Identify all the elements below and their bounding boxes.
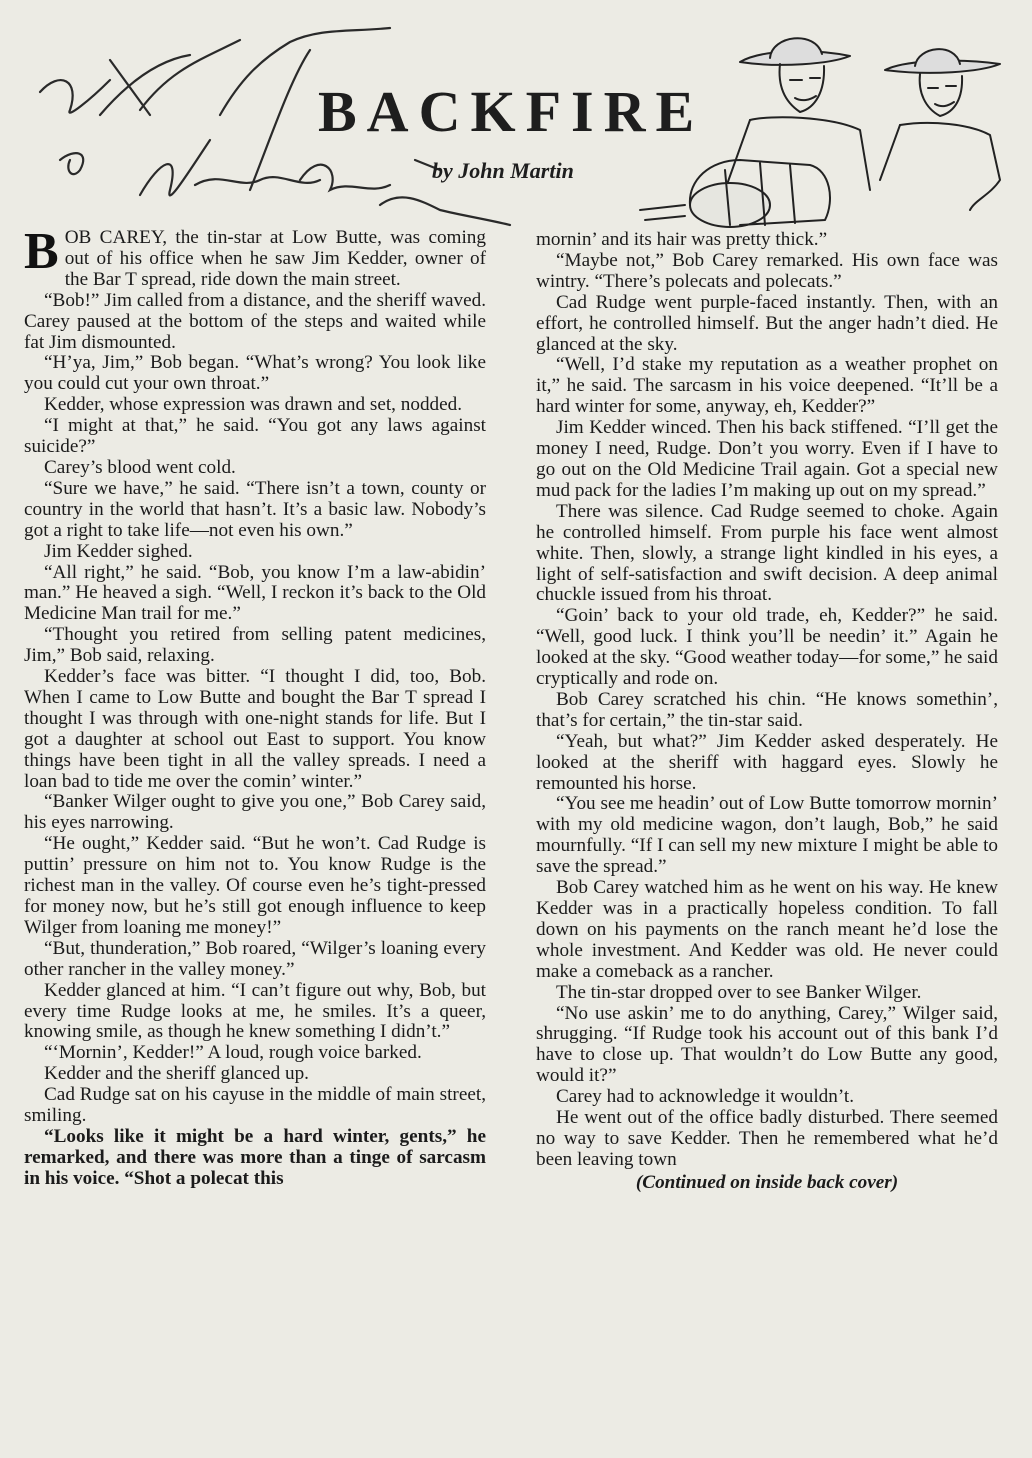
story-paragraph: “I might at that,” he said. “You got any laws against suicide?”: [24, 415, 486, 458]
story-paragraph: Jim Kedder sighed.: [44, 540, 193, 562]
story-paragraph: Bob Carey watched him as he went on his way. He knew Kedder was in a practically hopeless condition. To fall down on his payments on the ranch meant he’d lose the whole investment. And Kedder was old. He never could make a comeback as a rancher.: [536, 877, 998, 982]
story-paragraph: Kedder’s face was bitter. “I thought I did, too, Bob. When I came to Low Butte and bought the Bar T spread I thought I was through with one-night stands for life. But I got a daughter at school out East to support. You know things have been tight in all the valley spreads. I need a loan bad to tide me over the comin’ winter.”: [24, 666, 486, 792]
story-paragraph: Cad Rudge sat on his cayuse in the middle of main street, smiling.: [24, 1084, 486, 1127]
story-paragraph: “Bob!” Jim called from a distance, and the sheriff waved. Carey paused at the bottom of the steps and waited while fat Jim dismounted.: [24, 289, 486, 353]
story-title: BACKFIRE: [318, 79, 705, 144]
story-paragraph: “He ought,” Kedder said. “But he won’t. Cad Rudge is puttin’ pressure on him not to. You know Rudge is the richest man in the valley. Of course even he’s tight-pressed for money now, but he’s still got enough influence to keep Wilger from loaning me money!”: [24, 833, 486, 938]
story-paragraph: mornin’ and its hair was pretty thick.”: [536, 229, 828, 250]
story-paragraph: He went out of the office badly disturbed. There seemed no way to save Kedder. Then he remembered what he’d been leaving town: [536, 1107, 998, 1170]
cowboys-barrel-illustration-icon: [630, 20, 1025, 230]
story-paragraph: Bob Carey scratched his chin. “He knows somethin’, that’s for certain,” the tin-star said.: [536, 688, 998, 731]
story-paragraph: “Well, I’d stake my reputation as a weather prophet on it,” he said. The sarcasm in his voice deepened. “It’ll be a hard winter for some, anyway, eh, Kedder?”: [536, 354, 998, 418]
story-paragraph: Cad Rudge went purple-faced instantly. Then, with an effort, he controlled himself. But the anger hadn’t died. He glanced at the sky.: [536, 291, 998, 355]
story-paragraph: “Goin’ back to your old trade, eh, Kedder?” he said. “Well, good luck. I think you’ll be needin’ it.” Again he looked at the sky. “Good weather today—for some,” he said cryptically and rode on.: [536, 605, 998, 690]
story-paragraph: Kedder, whose expression was drawn and set, nodded.: [44, 394, 463, 416]
story-paragraph: Carey’s blood went cold.: [44, 456, 236, 478]
story-paragraph-bold: “Looks like it might be a hard winter, gents,” he remarked, and there was more than a tinge of sarcasm in his voice. “Shot a polecat this: [24, 1125, 486, 1189]
story-paragraph: Jim Kedder winced. Then his back stiffened. “I’ll get the money I need, Rudge. Don’t you worry. Even if I have to go out on the Old Medicine Trail again. Got a special new mud pack for the ladies I’m making up out on my spread.”: [536, 417, 998, 501]
story-paragraph: “‘Mornin’, Kedder!” A loud, rough voice barked.: [44, 1042, 422, 1064]
story-paragraph: “No use askin’ me to do anything, Carey,” Wilger said, shrugging. “If Rudge took his account out of this bank I’d have to close up. That wouldn’t do Low Butte any good, would it?”: [536, 1002, 998, 1087]
story-paragraph: “H’ya, Jim,” Bob began. “What’s wrong? You look like you could cut your own throat.”: [24, 352, 486, 395]
story-paragraph: “Sure we have,” he said. “There isn’t a town, county or country in the world that hasn’t. It’s a basic law. Nobody’s got a right to take life—not even his own.”: [24, 477, 486, 541]
right-column: [536, 230, 998, 1194]
story-paragraph: “Thought you retired from selling patent medicines, Jim,” Bob said, relaxing.: [24, 624, 486, 667]
story-paragraph: “All right,” he said. “Bob, you know I’m a law-abidin’ man.” He heaved a sigh. “Well, I reckon it’s back to the Old Medicine Man trail for me.”: [24, 561, 486, 625]
story-paragraph: “Yeah, but what?” Jim Kedder asked desperately. He looked at the sheriff with haggard eyes. Slowly he remounted his horse.: [536, 730, 998, 794]
story-paragraph: There was silence. Cad Rudge seemed to choke. Again he controlled himself. From purple his face went almost white. Then, slowly, a strange light kindled in his eyes, a light of self-satisfaction and swift decision. A deep animal chuckle issued from his throat.: [536, 500, 998, 606]
drop-cap: B: [24, 223, 59, 280]
continued-note: (Continued on inside back cover): [635, 1171, 899, 1193]
story-paragraph: Kedder glanced at him. “I can’t figure out why, Bob, but every time Rudge looks at me, he smiles. It’s a queer, knowing smile, as though he knew something I didn’t.”: [24, 979, 486, 1043]
story-paragraph: BOB CAREY, the tin-star at Low Butte, was coming out of his office when he saw Jim Kedder, owner of the Bar T spread, ride down the main street.: [24, 223, 486, 290]
story-paragraph: “But, thunderation,” Bob roared, “Wilger’s loaning every other rancher in the valley money.”: [24, 937, 486, 980]
story-paragraph: The tin-star dropped over to see Banker Wilger.: [556, 981, 922, 1003]
story-byline: by John Martin: [432, 158, 574, 183]
story-paragraph: Kedder and the sheriff glanced up.: [44, 1063, 309, 1085]
story-paragraph: “You see me headin’ out of Low Butte tomorrow mornin’ with my old medicine wagon, don’t laugh, Bob,” he said mournfully. “If I can sell my new mixture I might be able to save the spread.”: [536, 793, 998, 878]
story-paragraph: “Maybe not,” Bob Carey remarked. His own face was wintry. “There’s polecats and polecats.”: [536, 249, 998, 292]
story-paragraph: Carey had to acknowledge it wouldn’t.: [556, 1086, 855, 1108]
left-column: [24, 223, 486, 1190]
story-paragraph: “Banker Wilger ought to give you one,” Bob Carey said, his eyes narrowing.: [24, 791, 486, 834]
